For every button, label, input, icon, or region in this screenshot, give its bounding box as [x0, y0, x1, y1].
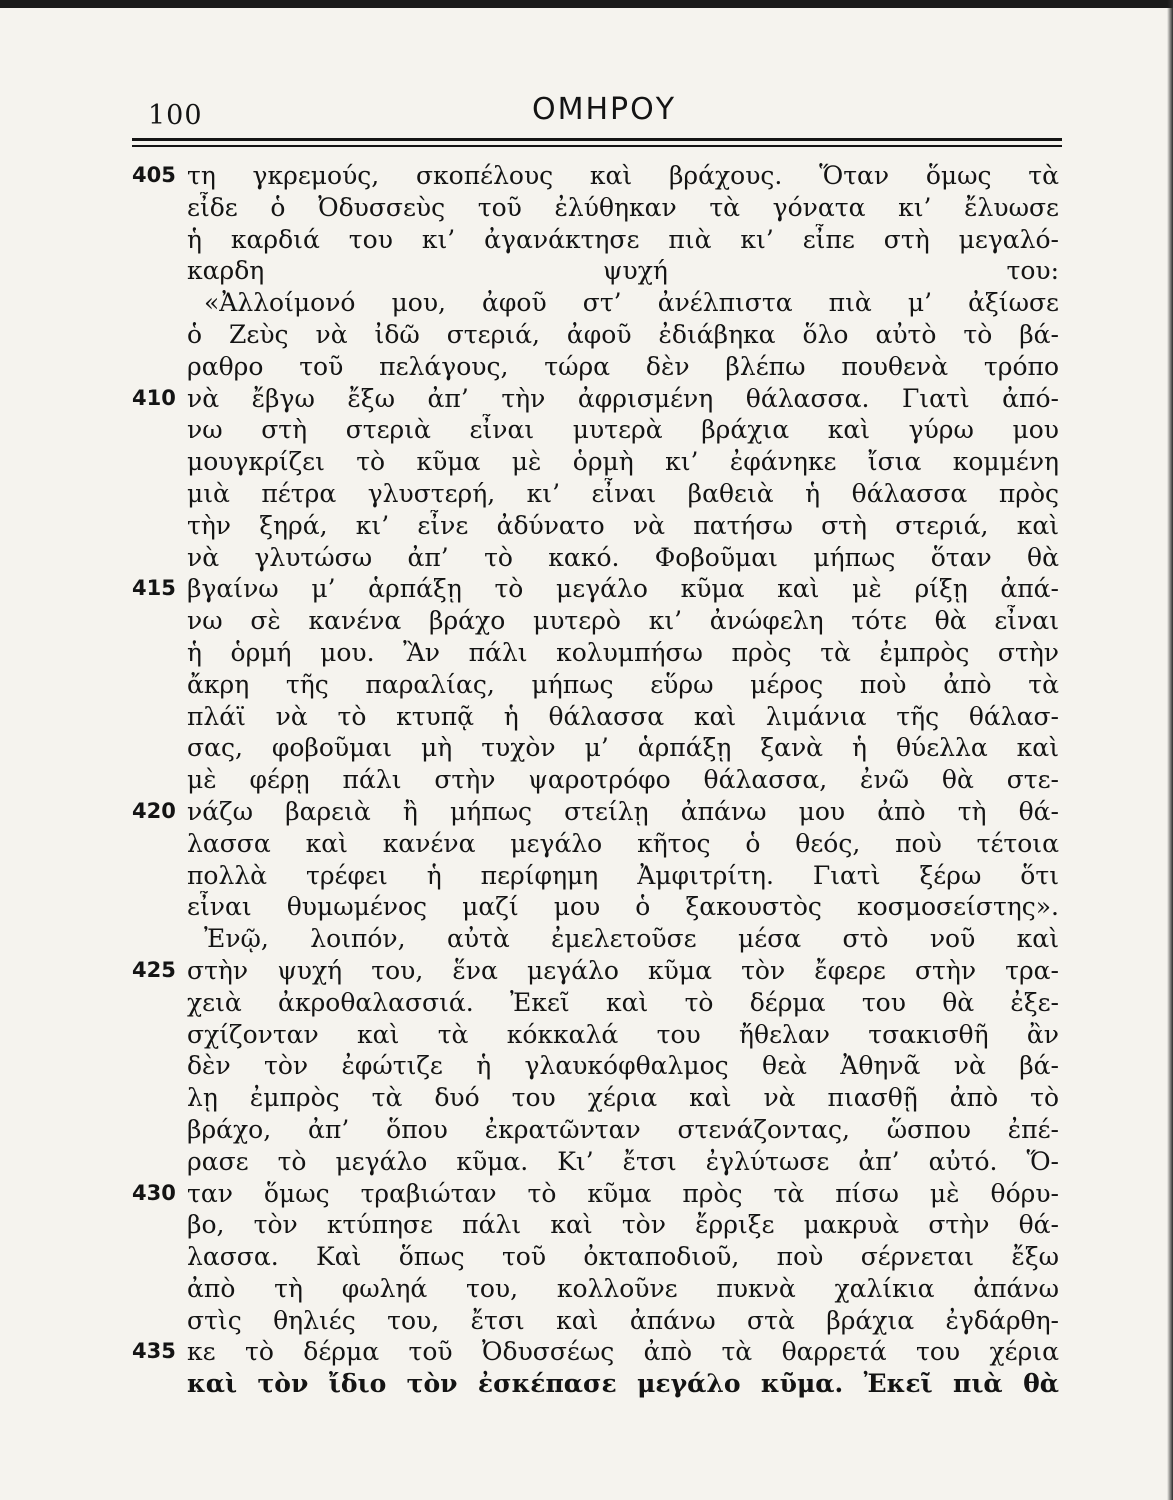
verse-line-number: 410 [132, 385, 176, 410]
text-line [132, 1209, 1062, 1241]
line-text: στὴν ψυχή του, ἕνα μεγάλο κῦμα τὸν ἔφερε στὴν τρα- [187, 955, 1059, 985]
verse-line-number: 415 [132, 576, 176, 601]
line-text: νὰ γλυτώσω ἀπ’ τὸ κακό. Φοβοῦμαι μήπως ὅταν θὰ [187, 542, 1059, 572]
text-line [132, 828, 1062, 860]
line-text: Ἐνῷ, λοιπόν, αὐτὰ ἐμελετοῦσε μέσα στὸ νοῦ καὶ [204, 924, 1059, 954]
verse-line-number: 425 [132, 957, 176, 982]
text-line [132, 319, 1062, 351]
text-line [132, 669, 1062, 701]
text-line [132, 255, 1062, 287]
line-text: σχίζονταν καὶ τὰ κόκκαλά του ἤθελαν τσακισθῆ ἂν [187, 1019, 1059, 1049]
text-line [132, 764, 1062, 796]
verse-line-number: 435 [132, 1339, 176, 1364]
text-line [132, 1241, 1062, 1273]
line-text: νάζω βαρειὰ ἢ μήπως στείλῃ ἀπάνω μου ἀπὸ τὴ θά- [187, 796, 1059, 826]
line-text: πολλὰ τρέφει ἡ περίφημη Ἀμφιτρίτη. Γιατὶ ξέρω ὅτι [187, 860, 1059, 890]
text-line [132, 414, 1062, 446]
line-text: σας, φοβοῦμαι μὴ τυχὸν μ’ ἁρπάξῃ ξανὰ ἡ θύελλα καὶ [187, 733, 1059, 763]
line-text: τη γκρεμούς, σκοπέλους καὶ βράχους. Ὅταν ὅμως τὰ [187, 161, 1059, 190]
verse-line-number: 420 [132, 798, 176, 823]
line-text: ρασε τὸ μεγάλο κῦμα. Κι’ ἔτσι ἐγλύτωσε ἀπ’ αὐτό. Ὅ- [187, 1146, 1059, 1176]
header-rule-top [132, 138, 1062, 141]
text-line [132, 160, 1062, 192]
text-line [132, 1273, 1062, 1305]
text-line [132, 573, 1062, 605]
text-line [132, 1082, 1062, 1114]
text-line [132, 637, 1062, 669]
text-line [132, 701, 1062, 733]
line-text: μιὰ πέτρα γλυστερή, κι’ εἶναι βαθειὰ ἡ θάλασσα πρὸς [187, 478, 1059, 508]
text-line [132, 796, 1062, 828]
text-line [132, 287, 1062, 319]
text-line [132, 1019, 1062, 1051]
text-line [132, 478, 1062, 510]
text-line [132, 1368, 1062, 1400]
text-line [132, 383, 1062, 415]
line-text: ὁ Ζεὺς νὰ ἰδῶ στεριά, ἀφοῦ ἐδιάβηκα ὅλο αὐτὸ τὸ βά- [187, 319, 1059, 349]
line-text: βγαίνω μ’ ἁρπάξῃ τὸ μεγάλο κῦμα καὶ μὲ ρίξῃ ἀπά- [187, 574, 1059, 604]
text-line [132, 1114, 1062, 1146]
line-text: ταν ὅμως τραβιώταν τὸ κῦμα πρὸς τὰ πίσω μὲ θόρυ- [187, 1178, 1059, 1208]
line-text: λῃ ἐμπρὸς τὰ δυό του χέρια καὶ νὰ πιασθῇ ἀπὸ τὸ [187, 1083, 1059, 1113]
line-text: ραθρο τοῦ πελάγους, τώρα δὲν βλέπω πουθενὰ τρόπο [187, 351, 1059, 381]
line-text: μὲ φέρῃ πάλι στὴν ψαροτρόφο θάλασσα, ἐνῶ θὰ στε- [187, 765, 1059, 795]
line-text: ἀπὸ τὴ φωληά του, κολλοῦνε πυκνὰ χαλίκια ἀπάνω [187, 1273, 1059, 1303]
text-line [132, 955, 1062, 987]
line-text: κε τὸ δέρμα τοῦ Ὀδυσσέως ἀπὸ τὰ θαρρετά του χέρια [187, 1337, 1059, 1367]
line-text: ἡ ὁρμή μου. Ἂν πάλι κολυμπήσω πρὸς τὰ ἐμπρὸς στὴν [187, 637, 1059, 667]
line-text: βράχο, ἀπ’ ὅπου ἐκρατῶνταν στενάζοντας, ὥσπου ἐπέ- [187, 1114, 1059, 1144]
text-line [132, 732, 1062, 764]
scan-right-edge [1167, 0, 1173, 1500]
text-line [132, 860, 1062, 892]
text-line [132, 1050, 1062, 1082]
text-line [132, 1146, 1062, 1178]
text-line [132, 923, 1062, 955]
page-header [148, 92, 1060, 136]
line-text: πλάϊ νὰ τὸ κτυπᾷ ἡ θάλασσα καὶ λιμάνια τῆς θάλασ- [187, 701, 1059, 731]
line-text: λασσα. Καὶ ὅπως τοῦ ὀκταποδιοῦ, ποὺ σέρνεται ἔξω [187, 1242, 1059, 1272]
line-text: δὲν τὸν ἐφώτιζε ἡ γλαυκόφθαλμος θεὰ Ἀθηνᾶ νὰ βά- [187, 1051, 1059, 1081]
line-text: εἶδε ὁ Ὀδυσσεὺς τοῦ ἐλύθηκαν τὰ γόνατα κι’ ἔλυωσε [187, 192, 1059, 222]
line-text: καὶ τὸν ἴδιο τὸν ἐσκέπασε μεγάλο κῦμα. Ἐκεῖ πιὰ θὰ [187, 1369, 1059, 1399]
line-text: εἶναι θυμωμένος μαζί μου ὁ ξακουστὸς κοσμοσείστης». [187, 892, 1059, 922]
scan-top-edge [0, 0, 1173, 8]
text-line [132, 605, 1062, 637]
line-text: τὴν ξηρά, κι’ εἶνε ἀδύνατο νὰ πατήσω στὴ στεριά, καὶ [187, 510, 1059, 540]
text-line [132, 1178, 1062, 1210]
line-text: στὶς θηλιές του, ἔτσι καὶ ἀπάνω στὰ βράχια ἐγδάρθη- [187, 1305, 1059, 1335]
line-text: νω στὴ στεριὰ εἶναι μυτερὰ βράχια καὶ γύρω μου [187, 415, 1059, 445]
line-text: λασσα καὶ κανένα μεγάλο κῆτος ὁ θεός, ποὺ τέτοια [187, 828, 1059, 858]
verse-line-number: 405 [132, 163, 176, 187]
line-text: νὰ ἔβγω ἔξω ἀπ’ τὴν ἀφρισμένη θάλασσα. Γιατὶ ἀπό- [187, 383, 1059, 413]
page-number: 100 [148, 100, 203, 131]
line-text: μουγκρίζει τὸ κῦμα μὲ ὁρμὴ κι’ ἐφάνηκε ἴσια κομμένη [187, 447, 1059, 477]
text-line [132, 1305, 1062, 1337]
text-line [132, 351, 1062, 383]
line-text: ἄκρη τῆς παραλίας, μήπως εὕρω μέρος ποὺ ἀπὸ τὰ [187, 669, 1059, 699]
line-text: νω σὲ κανένα βράχο μυτερὸ κι’ ἀνώφελη τότε θὰ εἶναι [187, 606, 1059, 636]
text-line [132, 192, 1062, 224]
text-line [132, 542, 1062, 574]
text-line [132, 510, 1062, 542]
line-text: βο, τὸν κτύπησε πάλι καὶ τὸν ἔρριξε μακρυὰ στὴν θά- [187, 1210, 1059, 1240]
line-text: «Ἀλλοίμονό μου, ἀφοῦ στ’ ἀνέλπιστα πιὰ μ’ ἀξίωσε [204, 288, 1059, 318]
body-text [132, 160, 1062, 1400]
line-text: καρδη ψυχή του: [187, 256, 1059, 286]
line-text: χειὰ ἀκροθαλασσιά. Ἐκεῖ καὶ τὸ δέρμα του θὰ ἐξε- [187, 987, 1059, 1017]
text-line [132, 224, 1062, 256]
running-title: ΟΜΗΡΟΥ [531, 92, 677, 127]
text-line [132, 891, 1062, 923]
header-rule-bottom [132, 145, 1062, 147]
verse-line-number: 430 [132, 1180, 176, 1205]
text-line [132, 446, 1062, 478]
line-text: ἡ καρδιά του κι’ ἀγανάκτησε πιὰ κι’ εἶπε στὴ μεγαλό- [187, 224, 1059, 254]
text-line [132, 987, 1062, 1019]
text-line [132, 1336, 1062, 1368]
